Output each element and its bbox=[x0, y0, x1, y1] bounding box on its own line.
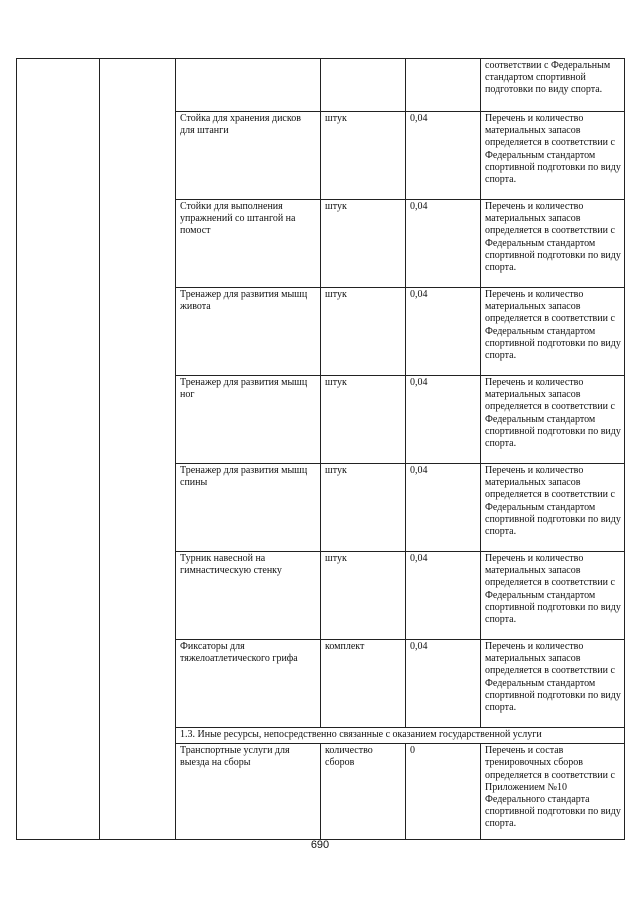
cell-name: Тренажер для развития мышц ног bbox=[176, 376, 321, 464]
cell-note: Перечень и количество материальных запасов определяется в соответствии с Федеральным стандартом спортивной подготовки по виду спорта. bbox=[481, 200, 625, 288]
cell-name: Стойки для выполнения упражнений со штангой на помост bbox=[176, 200, 321, 288]
cell-unit: количество сборов bbox=[321, 744, 406, 840]
cell-qty: 0 bbox=[406, 744, 481, 840]
cell-note: Перечень и количество материальных запасов определяется в соответствии с Федеральным стандартом спортивной подготовки по виду спорта. bbox=[481, 552, 625, 640]
cell-name: Фиксаторы для тяжелоатлетического грифа bbox=[176, 640, 321, 728]
table-row-continuation bbox=[17, 59, 625, 112]
cell-unit: штук bbox=[321, 464, 406, 552]
cell-unit: комплект bbox=[321, 640, 406, 728]
cell-unit: штук bbox=[321, 200, 406, 288]
cell-name: Тренажер для развития мышц живота bbox=[176, 288, 321, 376]
cell-note: Перечень и количество материальных запасов определяется в соответствии с Федеральным стандартом спортивной подготовки по виду спорта. bbox=[481, 464, 625, 552]
cell-note: Перечень и количество материальных запасов определяется в соответствии с Федеральным стандартом спортивной подготовки по виду спорта. bbox=[481, 376, 625, 464]
section-heading: 1.3. Иные ресурсы, непосредственно связанные с оказанием государственной услуги bbox=[176, 728, 625, 744]
cell-qty: 0,04 bbox=[406, 288, 481, 376]
cell-note: соответствии с Федеральным стандартом спортивной подготовки по виду спорта. bbox=[481, 59, 625, 112]
cell-qty: 0,04 bbox=[406, 112, 481, 200]
cell-name: Транспортные услуги для выезда на сборы bbox=[176, 744, 321, 840]
cell-qty: 0,04 bbox=[406, 552, 481, 640]
cell-unit: штук bbox=[321, 288, 406, 376]
cell-note: Перечень и количество материальных запасов определяется в соответствии с Федеральным стандартом спортивной подготовки по виду спорта. bbox=[481, 640, 625, 728]
cell-qty bbox=[406, 59, 481, 112]
cell-qty: 0,04 bbox=[406, 376, 481, 464]
cell-unit: штук bbox=[321, 552, 406, 640]
cell-note: Перечень и состав тренировочных сборов определяется в соответствии с Приложением №10 Федерального стандарта спортивной подготовки по виду спорта. bbox=[481, 744, 625, 840]
page-number: 690 bbox=[310, 839, 330, 851]
cell-qty: 0,04 bbox=[406, 200, 481, 288]
cell-unit: штук bbox=[321, 112, 406, 200]
cell-note: Перечень и количество материальных запасов определяется в соответствии с Федеральным стандартом спортивной подготовки по виду спорта. bbox=[481, 288, 625, 376]
cell-name bbox=[176, 59, 321, 112]
merged-cell-col2 bbox=[100, 59, 176, 840]
cell-name: Стойка для хранения дисков для штанги bbox=[176, 112, 321, 200]
cell-unit: штук bbox=[321, 376, 406, 464]
cell-qty: 0,04 bbox=[406, 464, 481, 552]
cell-name: Турник навесной на гимнастическую стенку bbox=[176, 552, 321, 640]
cell-note: Перечень и количество материальных запасов определяется в соответствии с Федеральным стандартом спортивной подготовки по виду спорта. bbox=[481, 112, 625, 200]
cell-qty: 0,04 bbox=[406, 640, 481, 728]
cell-unit bbox=[321, 59, 406, 112]
resources-table bbox=[16, 58, 625, 840]
merged-cell-col1 bbox=[17, 59, 100, 840]
cell-name: Тренажер для развития мышц спины bbox=[176, 464, 321, 552]
